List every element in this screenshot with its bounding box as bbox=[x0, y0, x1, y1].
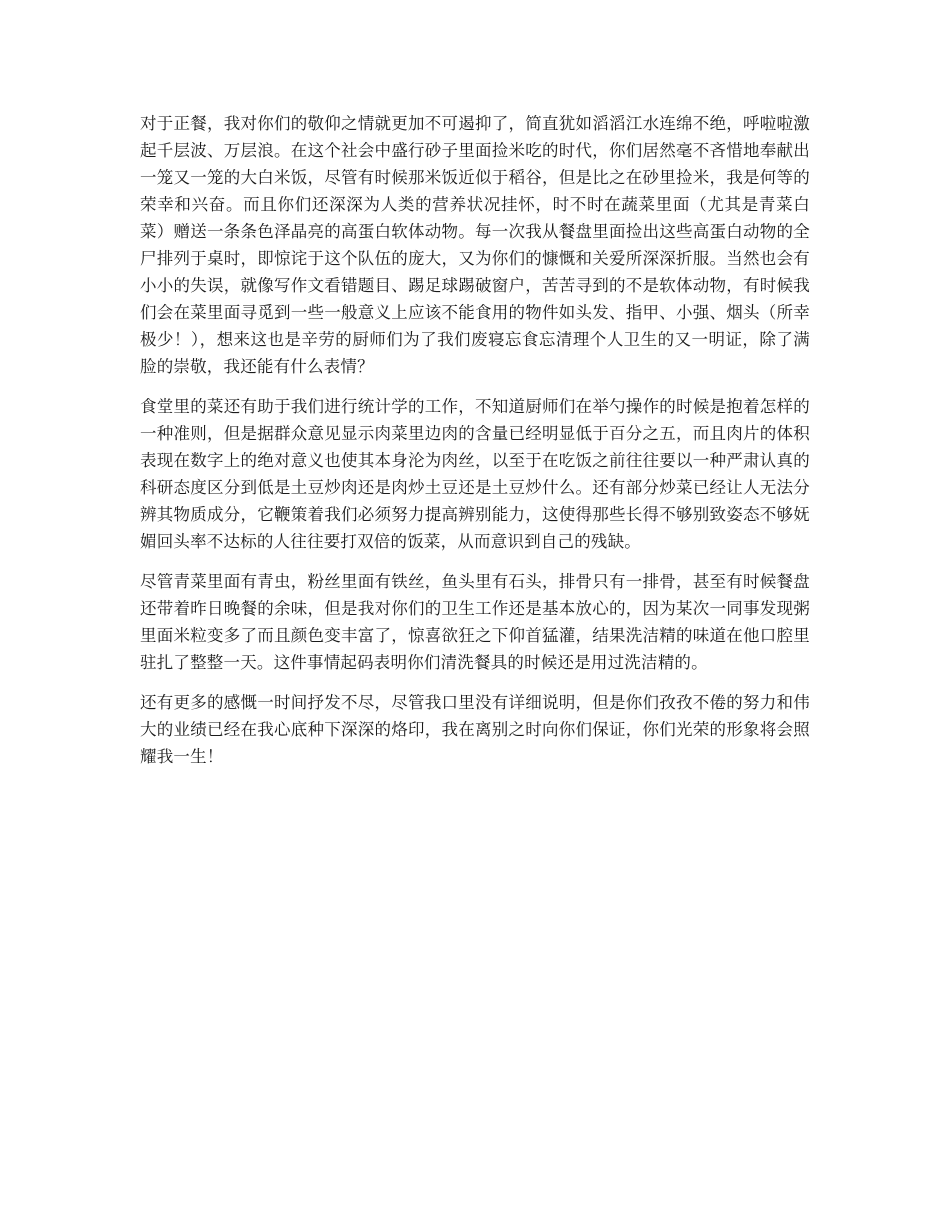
paragraph-2: 食堂里的菜还有助于我们进行统计学的工作，不知道厨师们在举勺操作的时候是抱着怎样的一种准则，但是据群众意见显示肉菜里边肉的含量已经明显低于百分之五，而且肉片的体积表现在数字上的绝对意义也使其本身沦为肉丝，以至于在吃饭之前往往要以一种严肃认真的科研态度区分到低是土豆炒肉还是肉炒土豆还是土豆炒什么。还有部分炒菜已经让人无法分辨其物质成分，它鞭策着我们必须努力提高辨别能力，这使得那些长得不够别致姿态不够妩媚回头率不达标的人往往要打双倍的饭菜，从而意识到自己的残缺。 bbox=[140, 397, 810, 551]
paragraph-3: 尽管青菜里面有青虫，粉丝里面有铁丝，鱼头里有石头，排骨只有一排骨，甚至有时候餐盘还带着昨日晚餐的余味，但是我对你们的卫生工作还是基本放心的，因为某次一同事发现粥里面米粒变多了而且颜色变丰富了，惊喜欲狂之下仰首猛灌，结果洗洁精的味道在他口腔里驻扎了整整一天。这件事情起码表明你们清洗餐具的时候还是用过洗洁精的。 bbox=[140, 572, 810, 672]
paragraph-1: 对于正餐，我对你们的敬仰之情就更加不可遏抑了，简直犹如滔滔江水连绵不绝，呼啦啦激起千层波、万层浪。在这个社会中盛行砂子里面捡米吃的时代，你们居然毫不吝惜地奉献出一笼又一笼的大白米饭，尽管有时候那米饭近似于稻谷，但是比之在砂里捡米，我是何等的荣幸和兴奋。而且你们还深深为人类的营养状况挂怀，时不时在蔬菜里面（尤其是青菜白菜）赠送一条条色泽晶亮的高蛋白软体动物。每一次我从餐盘里面捡出这些高蛋白动物的全尸排列于桌时，即惊诧于这个队伍的庞大，又为你们的慷慨和关爱所深深折服。当然也会有小小的失误，就像写作文看错题目、踢足球踢破窗户，苦苦寻到的不是软体动物，有时候我们会在菜里面寻觅到一些一般意义上应该不能食用的物件如头发、指甲、小强、烟头（所幸极少！），想来这也是辛劳的厨师们为了我们废寝忘食忘清理个人卫生的又一明证，除了满脸的崇敬，我还能有什么表情？ bbox=[140, 114, 810, 376]
document-page bbox=[140, 110, 810, 783]
paragraph-4: 还有更多的感慨一时间抒发不尽，尽管我口里没有详细说明，但是你们孜孜不倦的努力和伟大的业绩已经在我心底种下深深的烙印，我在离别之时向你们保证，你们光荣的形象将会照耀我一生！ bbox=[140, 693, 810, 766]
